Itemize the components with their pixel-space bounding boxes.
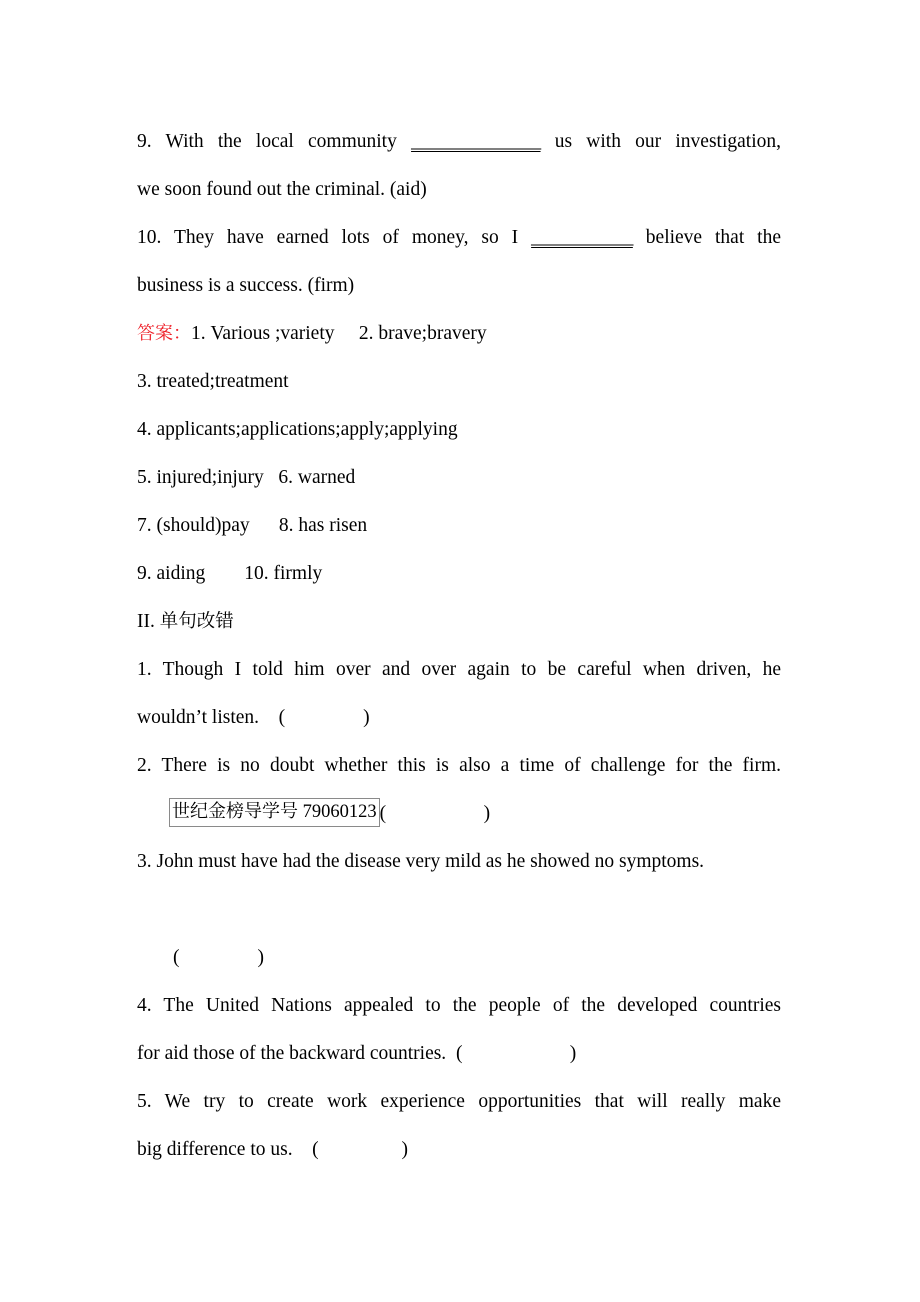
section-title: 单句改错	[159, 611, 234, 632]
error-item-5-answer-slot[interactable]	[319, 1139, 402, 1160]
answers-line-1: 1. Various ;variety 2. brave;bravery	[191, 323, 487, 344]
error-item-3-paren-line	[137, 934, 781, 982]
error-item-1-paren-open: (	[278, 707, 286, 728]
error-item-1-line1: 1. Though I told him over and over again to be careful when driven, he	[137, 659, 781, 680]
error-item-4-sentence-tail: for aid those of the backward countries.	[137, 1043, 447, 1064]
fill-blank-item-9-blank[interactable]: ______________	[411, 131, 541, 152]
fill-blank-item-10-text-before: 10. They have earned lots of money, so I	[137, 227, 532, 248]
error-item-2-line1: 2. There is no doubt whether this is also a time of challenge for the firm.	[137, 755, 781, 776]
fill-blank-item-9-line2: we soon found out the criminal. (aid)	[137, 179, 427, 200]
guide-number-box	[169, 798, 380, 827]
error-item-4-spacer	[446, 1043, 456, 1064]
section-numeral: II.	[137, 611, 155, 632]
error-item-5-line1: 5. We try to create work experience opportunities that will really make	[137, 1091, 781, 1112]
answers-line-2: 3. treated;treatment	[137, 371, 289, 392]
error-item-3-paren-close: )	[257, 947, 264, 968]
fill-blank-item-9-text-before: 9. With the local community	[137, 131, 412, 152]
answers-line-3: 4. applicants;applications;apply;applying	[137, 419, 458, 440]
error-item-1-paren-close: )	[363, 707, 370, 728]
fill-blank-item-10-line1	[137, 214, 781, 262]
error-item-3-line1: 3. John must have had the disease very mild as he showed no symptoms.	[137, 851, 705, 872]
answers-first-line	[137, 310, 781, 358]
fill-blank-item-10-line2: business is a success. (firm)	[137, 275, 355, 296]
answers-label: 答案：	[137, 323, 191, 344]
error-item-2-answer-slot[interactable]	[386, 803, 484, 824]
fill-blank-item-9-line1	[137, 118, 781, 166]
error-item-2-paren-close: )	[483, 803, 491, 824]
error-item-1-line2	[137, 694, 781, 742]
error-item-2-line2	[137, 790, 781, 838]
section-heading-error-correction	[137, 598, 781, 646]
answers-line-6: 9. aiding 10. firmly	[137, 563, 323, 584]
error-item-1-answer-slot[interactable]	[285, 707, 363, 728]
error-item-4-line2	[137, 1030, 781, 1078]
error-item-3-blank-line	[137, 886, 781, 934]
fill-blank-item-9-text-after: us with our investigation,	[540, 131, 781, 152]
error-item-4-answer-slot[interactable]	[462, 1043, 569, 1064]
error-item-3-paren-open: (	[173, 947, 180, 968]
fill-blank-item-10-blank[interactable]: ___________	[531, 227, 633, 248]
error-item-1-spacer	[259, 707, 279, 728]
answers-line-4: 5. injured;injury 6. warned	[137, 467, 356, 488]
error-item-4-paren-open: (	[455, 1043, 463, 1064]
error-item-3-answer-slot[interactable]	[180, 947, 258, 968]
error-item-5-line2	[137, 1126, 781, 1174]
answers-line-5: 7. (should)pay 8. has risen	[137, 515, 368, 536]
error-item-5-spacer	[293, 1139, 313, 1160]
guide-number-label: 世纪金榜导学号	[172, 801, 298, 822]
guide-number-value: 79060123	[302, 802, 377, 822]
error-item-5-sentence-tail: big difference to us.	[137, 1139, 293, 1160]
guide-number-value-wrap	[298, 802, 377, 822]
fill-blank-item-10-text-after: believe that the	[632, 227, 781, 248]
error-item-5-paren-open: (	[312, 1139, 319, 1160]
error-item-2-paren-open: (	[379, 803, 387, 824]
error-item-4-paren-close: )	[569, 1043, 577, 1064]
error-item-4-line1: 4. The United Nations appealed to the people of the developed countries	[137, 995, 781, 1016]
document-content	[137, 118, 781, 1174]
error-item-1-sentence-tail: wouldn’t listen.	[137, 707, 260, 728]
error-item-5-paren-close: )	[401, 1139, 408, 1160]
